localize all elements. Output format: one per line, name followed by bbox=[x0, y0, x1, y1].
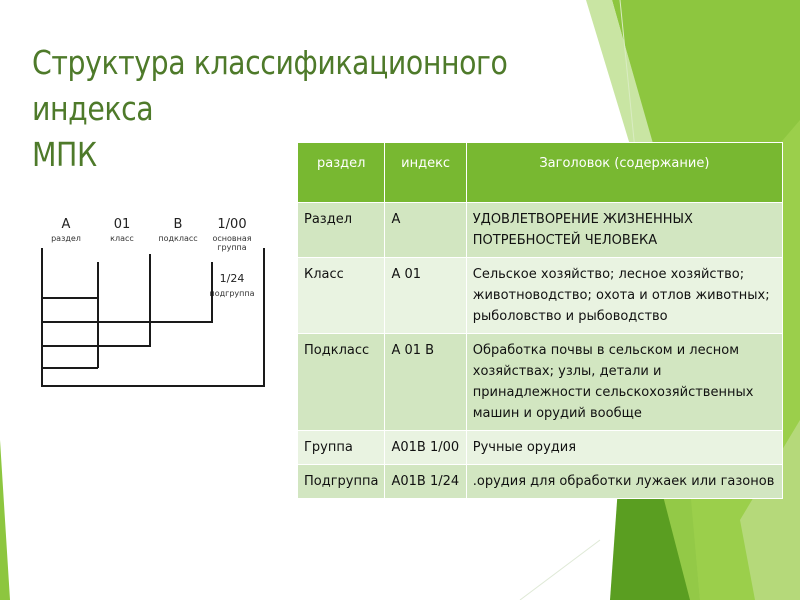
cell-index: A01B 1/24 bbox=[385, 465, 466, 499]
table-row bbox=[298, 203, 783, 258]
bracket-subclass bbox=[42, 254, 150, 346]
left-facet bbox=[0, 440, 10, 600]
table-row bbox=[298, 465, 783, 499]
cell-index: A 01 B bbox=[385, 334, 466, 431]
slide-title-line1: Структура классификационного индекса bbox=[32, 43, 508, 128]
header-title: Заголовок (содержание) bbox=[466, 143, 782, 203]
table-row bbox=[298, 258, 783, 334]
table-row bbox=[298, 431, 783, 465]
diagram-code-subclass: B bbox=[173, 217, 183, 232]
diagram-code-main-group: 1/00 bbox=[217, 217, 247, 232]
diagram-code-section: A bbox=[61, 217, 71, 232]
cell-level: Подгруппа bbox=[298, 465, 385, 499]
cell-index: A 01 bbox=[385, 258, 466, 334]
bracket-section bbox=[42, 248, 264, 386]
facet-line-bottom bbox=[520, 540, 600, 600]
cell-title: Сельское хозяйство; лесное хозяйство; животноводство; охота и отлов животных; рыболовство и рыбоводство bbox=[466, 258, 782, 334]
diagram-label-section: раздел bbox=[51, 234, 81, 243]
classification-table bbox=[297, 142, 783, 499]
cell-title: УДОВЛЕТВОРЕНИЕ ЖИЗНЕННЫХ ПОТРЕБНОСТЕЙ ЧЕЛОВЕКА bbox=[466, 203, 782, 258]
diagram-brackets bbox=[34, 214, 270, 390]
cell-level: Класс bbox=[298, 258, 385, 334]
index-structure-diagram bbox=[34, 214, 270, 390]
cell-title: .орудия для обработки лужаек или газонов bbox=[466, 465, 782, 499]
cell-title: Обработка почвы в сельском и лесном хозяйствах; узлы, детали и принадлежности сельскохозяйственных машин и орудий вообще bbox=[466, 334, 782, 431]
slide-title-line2: МПК bbox=[32, 135, 97, 174]
cell-title: Ручные орудия bbox=[466, 431, 782, 465]
diagram-label-main-group: основная группа bbox=[212, 234, 252, 252]
cell-level: Подкласс bbox=[298, 334, 385, 431]
diagram-code-class: 01 bbox=[113, 217, 131, 232]
header-index: индекс bbox=[385, 143, 466, 203]
table-header-row bbox=[298, 143, 783, 203]
diagram-code-subgroup: 1/24 bbox=[219, 272, 245, 285]
diagram-label-subgroup: подгруппа bbox=[209, 289, 255, 298]
cell-level: Группа bbox=[298, 431, 385, 465]
diagram-label-subclass: подкласс bbox=[158, 234, 198, 243]
header-section: раздел bbox=[298, 143, 385, 203]
bracket-group bbox=[42, 262, 212, 322]
cell-level: Раздел bbox=[298, 203, 385, 258]
table-row bbox=[298, 334, 783, 431]
cell-index: A01B 1/00 bbox=[385, 431, 466, 465]
cell-index: A bbox=[385, 203, 466, 258]
diagram-label-class: класс bbox=[110, 234, 134, 243]
